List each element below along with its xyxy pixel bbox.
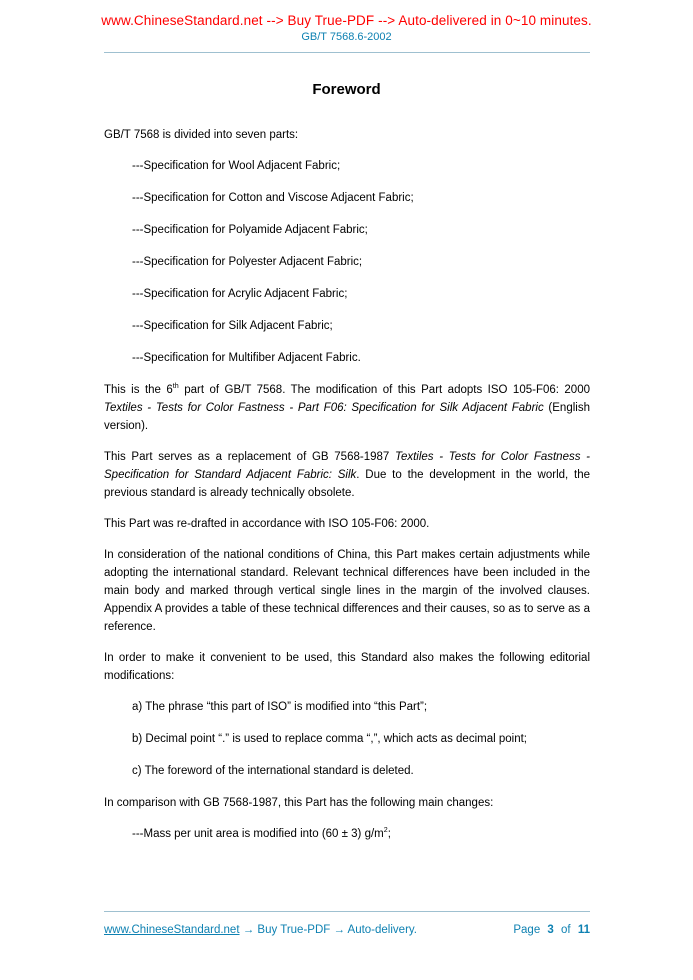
paragraph: This is the 6th part of GB/T 7568. The modification of this Part adopts ISO 105-F06: 2000 Textiles - Tests for Color Fastness - Part F06: Specification for Silk Adjacent Fabric (English version). xyxy=(104,382,590,432)
footer-tagline-text: → Buy True-PDF → Auto-delivery. xyxy=(239,924,417,936)
footer-rule xyxy=(104,911,590,912)
document-body xyxy=(104,126,590,843)
page-of-label: of xyxy=(561,924,571,936)
footer-row xyxy=(104,924,590,936)
list-item: b) Decimal point “.” is used to replace comma “,”, which acts as decimal point; xyxy=(132,733,527,745)
paragraph: GB/T 7568 is divided into seven parts: xyxy=(104,129,299,141)
promo-banner: www.ChineseStandard.net --> Buy True-PDF --> Auto-delivered in 0~10 minutes. xyxy=(101,13,592,28)
standard-code: GB/T 7568.6-2002 xyxy=(301,31,392,43)
page-indicator xyxy=(509,924,590,936)
list-item: ---Specification for Cotton and Viscose Adjacent Fabric; xyxy=(132,192,414,204)
paragraph: This Part was re-drafted in accordance with ISO 105-F06: 2000. xyxy=(104,518,430,530)
footer-tagline xyxy=(104,924,417,936)
header-rule xyxy=(104,52,590,53)
list-item: c) The foreword of the international standard is deleted. xyxy=(132,765,414,777)
paragraph: In order to make it convenient to be used, this Standard also makes the following editorial modifications: xyxy=(104,652,590,682)
paragraph: This Part serves as a replacement of GB 7568-1987 Textiles - Tests for Color Fastness - Specification for Standard Adjacent Fabric: Silk. Due to the development in the world, the previous standard is already technically obsolete. xyxy=(104,451,590,499)
list-item: ---Specification for Polyamide Adjacent Fabric; xyxy=(132,224,368,236)
list-item: ---Specification for Silk Adjacent Fabric; xyxy=(132,320,333,332)
page-footer xyxy=(104,903,590,936)
paragraph: In consideration of the national conditions of China, this Part makes certain adjustments while adopting the international standard. Relevant technical differences have been included in the main body and marked through vertical single lines in the margin of the involved clauses. Appendix A provides a table of these technical differences and their causes, so as to serve as a reference. xyxy=(104,549,590,633)
page-label: Page xyxy=(513,924,541,936)
list-item: a) The phrase “this part of ISO” is modified into “this Part”; xyxy=(132,701,428,713)
list-item: ---Specification for Acrylic Adjacent Fabric; xyxy=(132,288,348,300)
page-number-current: 3 xyxy=(547,924,554,936)
list-item: ---Specification for Polyester Adjacent Fabric; xyxy=(132,256,363,268)
list-item: ---Mass per unit area is modified into (60 ± 3) $g/m^2$; xyxy=(132,826,391,840)
list-item: ---Specification for Wool Adjacent Fabric; xyxy=(132,160,341,172)
page-title: Foreword xyxy=(312,81,381,98)
list-item: ---Specification for Multifiber Adjacent Fabric. xyxy=(132,352,361,364)
footer-website-link[interactable]: www.ChineseStandard.net xyxy=(104,924,240,936)
page-number-total: 11 xyxy=(577,924,590,936)
paragraph: In comparison with GB 7568-1987, this Part has the following main changes: xyxy=(104,797,494,809)
